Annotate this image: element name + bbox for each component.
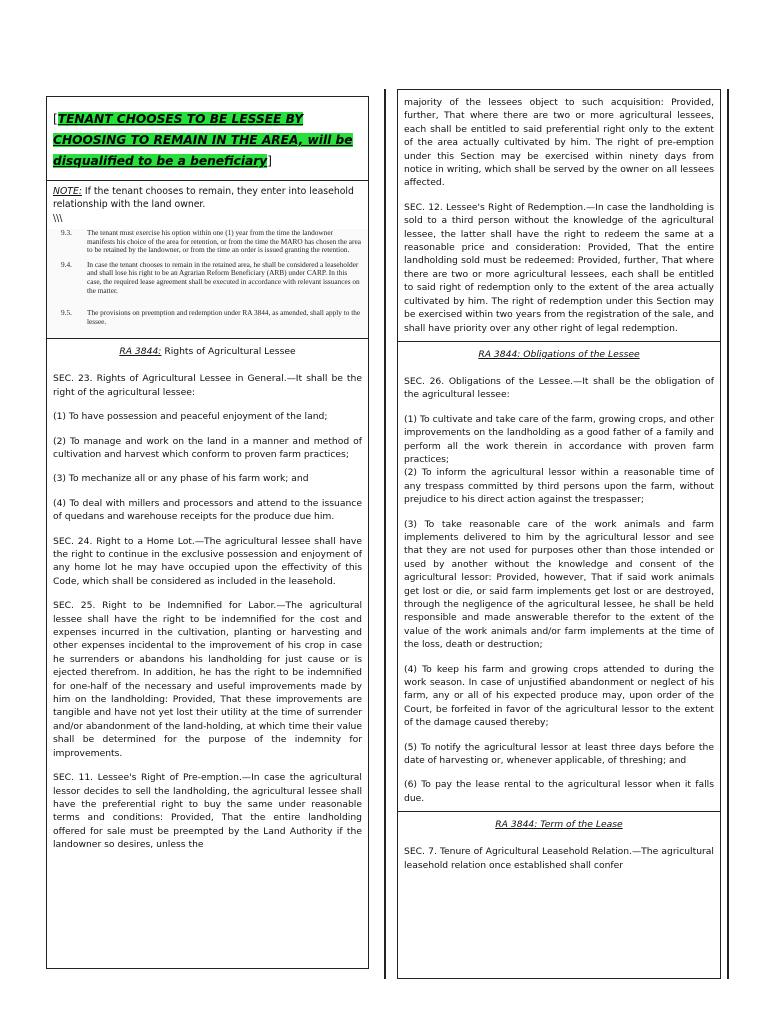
- left-column: [46, 96, 369, 969]
- close-bracket: ]: [267, 154, 272, 168]
- paragraph: (1) To cultivate and take care of the farm, growing crops, and other improvements on the landholding as a good father of a family and perform all the work therein in accordance with proven farm practices;: [404, 413, 714, 465]
- paragraph: SEC. 7. Tenure of Agricultural Leasehold Relation.—The agricultural leasehold relation once established shall confer: [404, 846, 714, 871]
- paragraph: (3) To take reasonable care of the work animals and farm implements delivered to him by the agricultural lessor and see that they are not used for purposes other than those intended or used by another without the knowledge and consent of the agricultural lessor: Provided, however, That if said work animals get lost or die, or said farm implements get lost or are destroyed, through the negligence of the agricultural lessee, he shall be held responsible and made answerable therefor to the extent of the value of the work animals and/or farm implements at the time of the loss, death or destruction;: [404, 518, 714, 651]
- paragraph: SEC. 11. Lessee's Right of Pre-emption.—In case the agricultural lessor decides to sell the landholding, the agricultural lessee shall have the preferential right to buy the same under reasonable terms and conditions: Provided, That the entire landholding offered for sale must be preempted by the Land Authority if the landowner so desires, unless the: [53, 772, 362, 851]
- paragraph: (1) To have possession and peaceful enjoyment of the land;: [53, 411, 328, 423]
- scan-item-number: 9.5.: [61, 308, 72, 318]
- paragraph: SEC. 23. Rights of Agricultural Lessee in General.—It shall be the right of the agricultural lessee:: [53, 373, 362, 398]
- paragraph: SEC. 26. Obligations of the Lessee.—It shall be the obligation of the agricultural lessee:: [404, 375, 714, 401]
- paragraph: majority of the lessees object to such acquisition: Provided, further, That where there are two or more agricultural lessees, each shall be entitled to said preferential right only to the extent of the area actually cultivated by him. The right of pre-emption under this Section may be exercised within ninety days from notice in writing, which shall be served by the owner on all lessees affected.: [404, 97, 714, 189]
- scan-item: [61, 229, 362, 255]
- right-column: [397, 89, 721, 979]
- term-section-title: [398, 812, 720, 831]
- paragraph: (6) To pay the lease rental to the agricultural lessor when it falls due.: [404, 779, 714, 804]
- scan-item: [61, 261, 362, 295]
- paragraph: (4) To keep his farm and growing crops attended to during the work season. In case of unjustified abandonment or neglect of his farm, any or all of his expected produce may, upon order of the Court, be forfeited in favor of the agricultural lessor to the extent of the damage caused thereby;: [404, 663, 714, 729]
- obligations-title: RA 3844: Obligations of the Lessee: [478, 348, 640, 360]
- paragraph: SEC. 12. Lessee's Right of Redemption.—In case the landholding is sold to a third person without the knowledge of the agricultural lessee, the latter shall have the right to redeem the same at a reasonable price and consideration: Provided, That the entire landholding sold must be redeemed: Provided, further, That where there are two or more agricultural lessees, each shall be entitled to said right of redemption only to the extent of the area actually cultivated by him. The right of redemption under this Section may be exercised within two years from the registration of the sale, and shall have priority over any other right of legal redemption.: [404, 201, 714, 334]
- note-block: [47, 181, 368, 229]
- highlight-text: TENANT CHOOSES TO BE LESSEE BY CHOOSING TO REMAIN IN THE AREA, will be disqualified to be a beneficiary: [53, 112, 353, 168]
- paragraph: (3) To mechanize all or any phase of his farm work; and: [53, 473, 309, 485]
- left-column-rule: [384, 89, 386, 979]
- rights-title-rest: Rights of Agricultural Lessee: [161, 346, 296, 358]
- scan-item-number: 9.3.: [61, 228, 72, 237]
- paragraph: (2) To manage and work on the land in a manner and method of cultivation and harvest which conform to proven farm practices;: [53, 435, 362, 460]
- highlighted-heading: [47, 97, 368, 176]
- obligations-section-title: [398, 342, 720, 361]
- scan-item-text: In case the tenant chooses to remain in the retained area, he shall be considered a leaseholder and shall lose his right to be an Agrarian Reform Beneficiary (ARB) under CARP. In this case, the required lease agreement shall be executed in accordance with relevant issuances on the matter.: [87, 259, 360, 295]
- scan-item-text: The tenant must exercise his option within one (1) year from the time the landowner manifests his choice of the area for retention, or from the time the MARO has chosen the area to be retained by the landowner, or from the time an order is issued granting the retention.: [87, 228, 361, 255]
- paragraph: (4) To deal with millers and processors and attend to the issuance of quedans and warehouse receipts for the produce due him.: [53, 497, 362, 523]
- paragraph: (2) To inform the agricultural lessor within a reasonable time of any trespass committed by third persons upon the farm, without prejudice to his direct action against the trespasser;: [404, 467, 714, 506]
- paragraph: (5) To notify the agricultural lessor at least three days before the date of harvesting or, whenever applicable, of threshing; and: [404, 741, 714, 767]
- scan-item: [61, 309, 362, 332]
- scan-item-text: The provisions on preemption and redemption under RA 3844, as amended, shall apply to the lessee.: [87, 308, 361, 326]
- note-text: If the tenant chooses to remain, they enter into leasehold relationship with the land owner.: [53, 186, 354, 210]
- paragraph: SEC. 24. Right to a Home Lot.—The agricultural lessee shall have the right to continue in the exclusive possession and enjoyment of any home lot he may have occupied upon the effectivity of this Code, which shall be considered as included in the leasehold.: [53, 535, 362, 587]
- term-title: RA 3844: Term of the Lease: [495, 819, 623, 831]
- backslashes: \\\: [53, 213, 63, 224]
- note-label: NOTE:: [53, 186, 82, 197]
- scanned-excerpt: [47, 229, 368, 339]
- rights-section-title: [47, 339, 368, 358]
- open-bracket: [: [53, 112, 58, 126]
- rights-title-ref: RA 3844:: [119, 346, 162, 358]
- paragraph: SEC. 25. Right to be Indemnified for Labor.—The agricultural lessee shall have the right to be indemnified for the cost and expenses incurred in the cultivation, planting or harvesting and other expenses incidental to the improvement of his crop in case he surrenders or abandons his landholding for just cause or is ejected therefrom. In addition, he has the right to be indemnified for one-half of the necessary and useful improvements made by him on the landholding: Provided, That these improvements are tangible and have not yet lost their utility at the time of surrender and/or abandonment of the land-holding, at which time their value shall be determined for the purpose of the indemnity for improvements.: [53, 600, 362, 759]
- scan-item-number: 9.4.: [61, 259, 72, 269]
- right-column-rule: [727, 89, 729, 979]
